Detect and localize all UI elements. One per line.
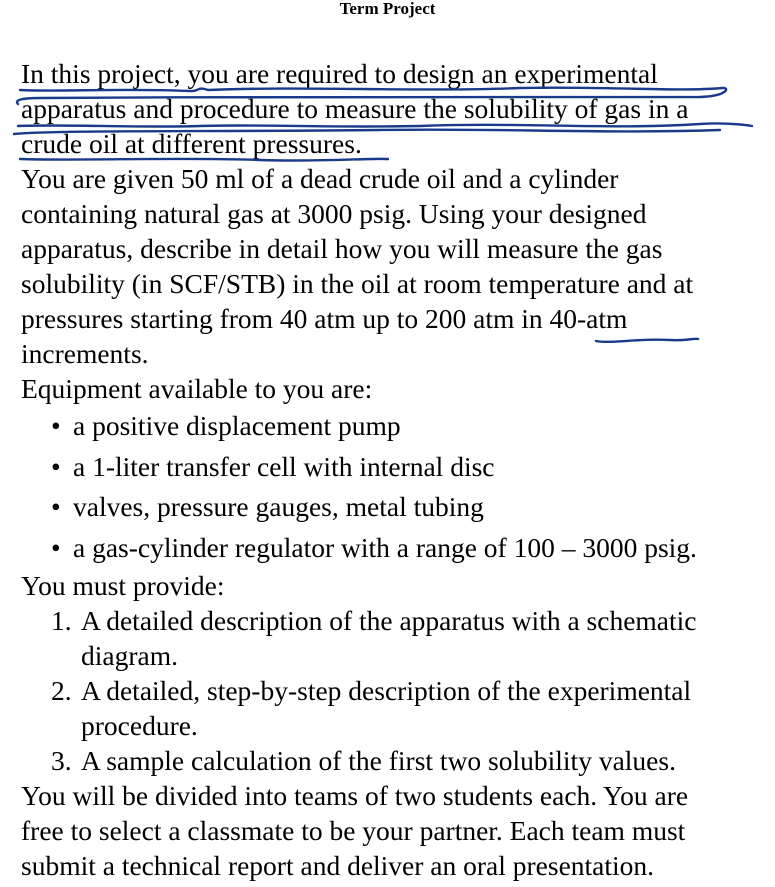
list-item (21, 673, 771, 743)
equipment-heading: Equipment available to you are: (21, 373, 373, 404)
equipment-item-text: a 1-liter transfer cell with internal disc (73, 450, 495, 482)
deliverable-line: A sample calculation of the first two solubility values. (81, 745, 676, 776)
list-item (21, 406, 771, 447)
deliverable-line: diagram. (81, 640, 178, 671)
list-item (21, 487, 771, 528)
item-number: 2. (51, 675, 72, 706)
intro-paragraph (21, 56, 771, 161)
task-paragraph (21, 161, 771, 371)
list-item (21, 743, 771, 778)
bullet-icon: • (51, 450, 61, 482)
item-number: 3. (51, 745, 72, 776)
equipment-item-text: valves, pressure gauges, metal tubing (73, 491, 484, 522)
document-body (21, 56, 771, 883)
task-line: containing natural gas at 3000 psig. Using your designed (21, 198, 647, 229)
equipment-list (21, 406, 771, 568)
deliverables-list (21, 603, 771, 778)
deliverable-line: A detailed, step-by-step description of the experimental (81, 675, 692, 706)
intro-line: In this project, you are required to design an experimental (21, 58, 658, 89)
task-line: pressures starting from 40 atm up to 200 atm in 40-atm (21, 303, 628, 334)
closing-line: submit a technical report and deliver an oral presentation. (21, 850, 655, 881)
intro-line: crude oil at different pressures. (21, 128, 362, 159)
task-line: solubility (in SCF/STB) in the oil at room temperature and at (21, 268, 694, 299)
item-number: 1. (51, 605, 72, 636)
equipment-item-text: a positive displacement pump (73, 410, 401, 441)
task-line: increments. (21, 338, 149, 369)
closing-line: free to select a classmate to be your partner. Each team must (21, 815, 686, 846)
bullet-icon: • (51, 491, 61, 522)
closing-paragraph (21, 778, 771, 883)
bullet-icon: • (51, 410, 61, 441)
equipment-item-text: a gas-cylinder regulator with a range of 100 – 3000 psig. (73, 531, 697, 563)
deliverable-line: A detailed description of the apparatus with a schematic (81, 605, 697, 636)
document-title: Term Project (339, 0, 436, 18)
deliverable-line: procedure. (81, 710, 198, 741)
closing-line: You will be divided into teams of two students each. You are (21, 780, 689, 811)
bullet-icon: • (51, 531, 61, 563)
task-line: You are given 50 ml of a dead crude oil and a cylinder (21, 163, 619, 194)
list-item (21, 447, 771, 488)
list-item (21, 528, 771, 569)
provide-heading: You must provide: (21, 570, 225, 601)
task-line: apparatus, describe in detail how you will measure the gas (21, 233, 663, 264)
intro-line: apparatus and procedure to measure the solubility of gas in a (21, 93, 689, 124)
list-item (21, 603, 771, 673)
